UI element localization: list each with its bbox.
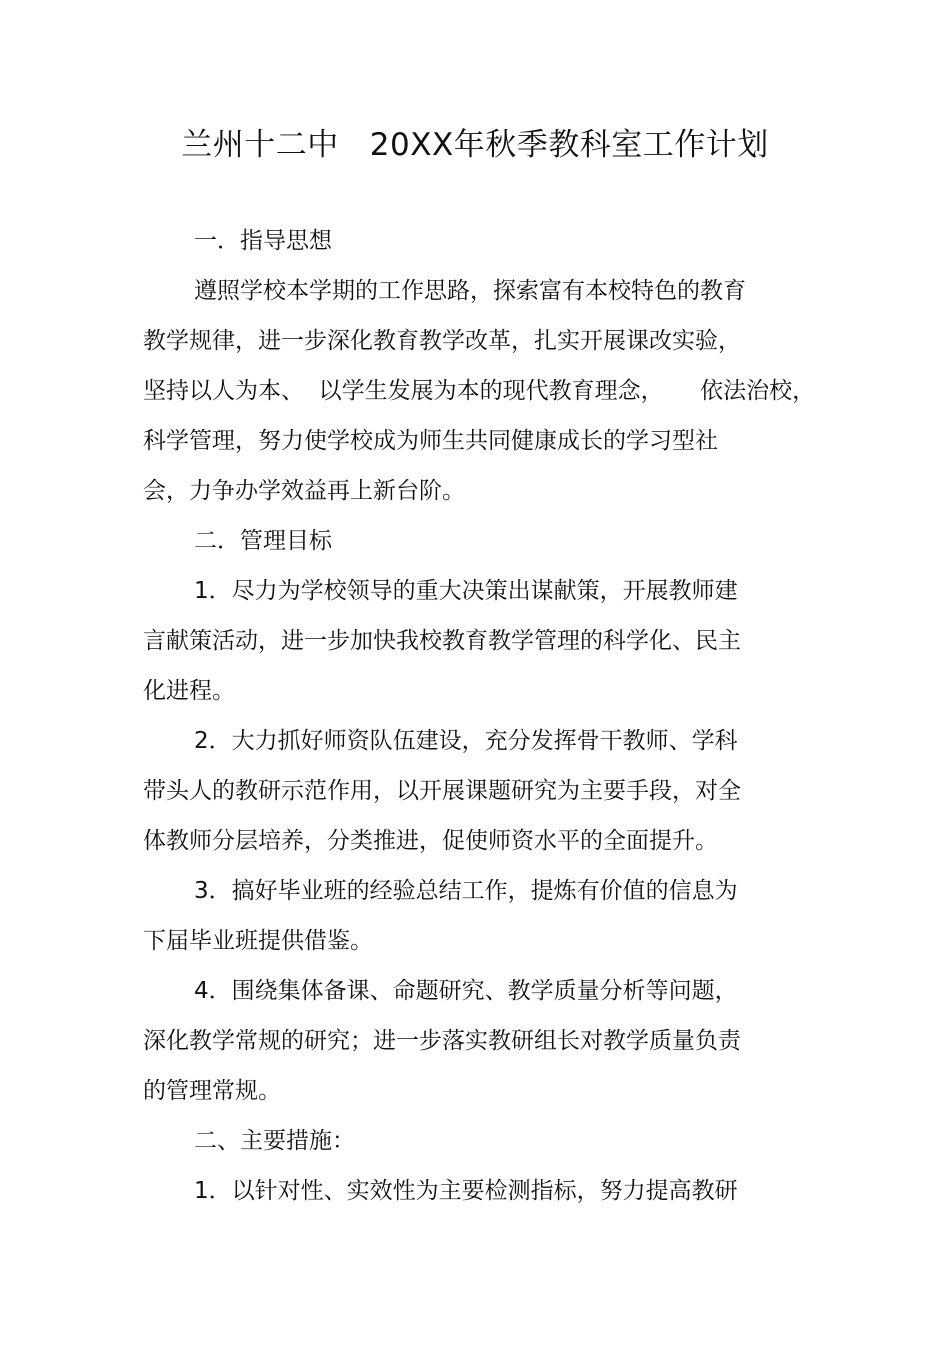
paragraph-line: 会，力争办学效益再上新台阶。 <box>143 478 465 504</box>
paragraph-line: 科学管理，努力使学校成为师生共同健康成长的学习型社 <box>143 428 718 454</box>
list-item-line: 2．大力抓好师资队伍建设，充分发挥骨干教师、学科 <box>194 728 738 754</box>
paragraph-line: 遵照学校本学期的工作思路，探索富有本校特色的教育 <box>194 278 746 304</box>
paragraph-line: 深化教学常规的研究；进一步落实教研组长对教学质量负责 <box>143 1028 741 1054</box>
section-heading-main-measures: 二、主要措施： <box>194 1128 355 1154</box>
list-item-line: 4．围绕集体备课、命题研究、教学质量分析等问题， <box>194 978 738 1004</box>
paragraph-line: 言献策活动，进一步加快我校教育教学管理的科学化、民主 <box>143 628 741 654</box>
section-heading-management-goals: 二．管理目标 <box>194 528 332 554</box>
list-item-line: 1．尽力为学校领导的重大决策出谋献策，开展教师建 <box>194 578 738 604</box>
section-heading-guiding-thought: 一．指导思想 <box>194 228 332 254</box>
paragraph-line: 的管理常规。 <box>143 1078 281 1104</box>
paragraph-line: 化进程。 <box>143 678 235 704</box>
paragraph-line: 体教师分层培养，分类推进，促使师资水平的全面提升。 <box>143 828 718 854</box>
paragraph-line: 坚持以人为本、 以学生发展为本的现代教育理念， 依法治校， <box>143 378 816 404</box>
list-item-line: 3．搞好毕业班的经验总结工作，提炼有价值的信息为 <box>194 878 738 904</box>
list-item-line: 1．以针对性、实效性为主要检测指标，努力提高教研 <box>194 1178 738 1204</box>
paragraph-line: 带头人的教研示范作用，以开展课题研究为主要手段，对全 <box>143 778 741 804</box>
paragraph-line: 教学规律，进一步深化教育教学改革，扎实开展课改实验， <box>143 328 741 354</box>
document-title: 兰州十二中 20XX年秋季教科室工作计划 <box>181 127 769 163</box>
paragraph-line: 下届毕业班提供借鉴。 <box>143 928 373 954</box>
